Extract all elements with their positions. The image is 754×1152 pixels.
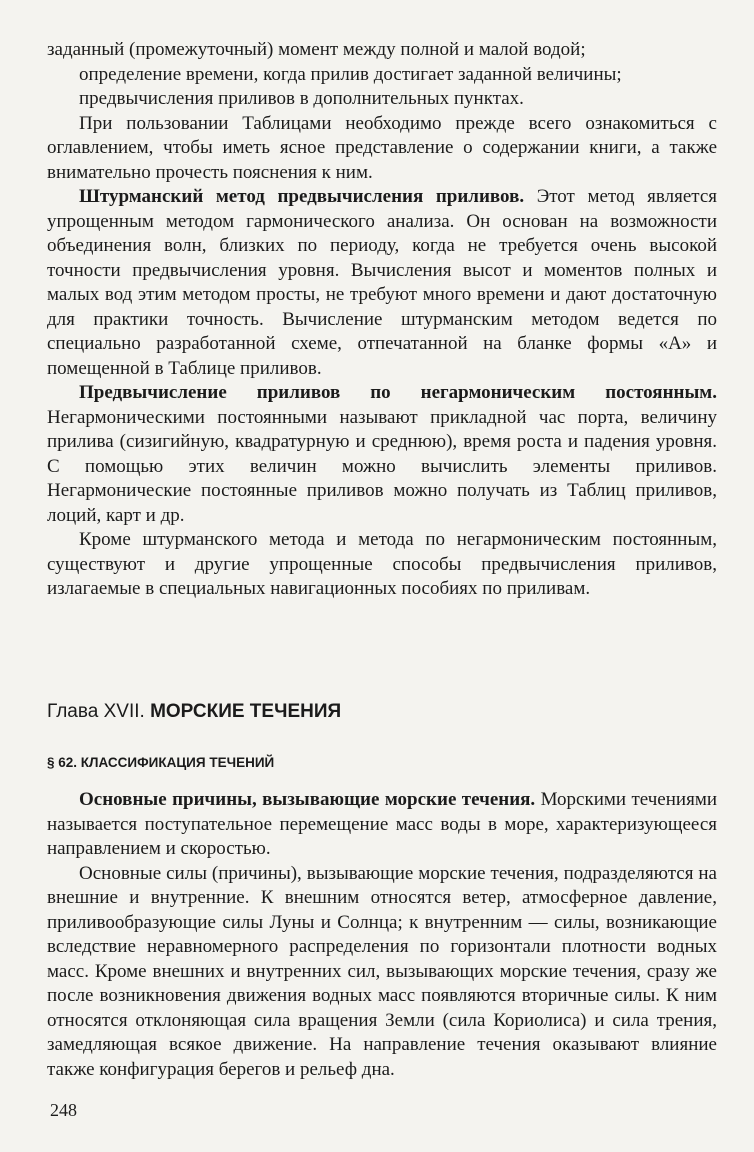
paragraph: Кроме штурманского метода и метода по негармоническим постоянным, существуют и другие упрощенные способы предвычисления приливов, излагаемые в специальных навигационных пособиях по приливам. (47, 529, 717, 599)
paragraph-heading: Предвычисление приливов по негармоническим постоянным. (79, 382, 717, 403)
paragraph-text: Негармоническими постоянными называют прикладной час порта, величину прилива (сизигийную, квадратурную и среднюю), время роста и падения уровня. С помощью этих величин можно вычислить элементы приливов. Негармонические постоянные приливов можно получать из Таблиц приливов, лоций, карт и др. (47, 406, 717, 526)
paragraph: предвычисления приливов в дополнительных пунктах. (79, 88, 524, 109)
paragraph: При пользовании Таблицами необходимо прежде всего ознакомиться с оглавлением, чтобы иметь ясное представление о содержании книги, а также внимательно прочесть пояснения к ним. (47, 112, 717, 183)
chapter-title: МОРСКИЕ ТЕЧЕНИЯ (150, 701, 342, 722)
chapter-block (47, 700, 718, 1080)
paragraph: определение времени, когда прилив достигает заданной величины; (79, 63, 622, 85)
page-number: 248 (50, 1100, 77, 1120)
paragraph (47, 185, 717, 381)
paragraph-text: Этот метод является упрощенным методом гармонического анализа. Он основан на возможности объединения волн, близких по периоду, когда не требуется очень высокой точности предвычисления уровня. Вычисления высот и моментов полных и малых вод этим методом просты, не требуют много времени и дают достаточную для практики точность. Вычисление штурманским методом ведется по специально разработанной схеме, отпечатанной на бланке формы «А» и помещенной в Таблице приливов. (47, 186, 717, 379)
paragraph-heading: Штурманский метод предвычисления приливов. (79, 186, 525, 207)
chapter-label: Глава XVII. (47, 701, 145, 722)
paragraph (47, 788, 717, 862)
paragraph (47, 381, 717, 528)
chapter-heading (47, 700, 717, 724)
paragraph: Основные силы (причины), вызывающие морские течения, подразделяются на внешние и внутренние. К внешним относятся ветер, атмосферное давление, приливообразующие силы Луны и Солнца; к внутренним — силы, возникающие вследствие неравномерного распределения по горизонтали плотности водных масс. Кроме внешних и внутренних сил, вызывающих морские течения, сразу же после возникновения движения водных масс появляются вторичные силы. К ним относятся отклоняющая сила вращения Земли (сила Кориолиса) и сила трения, замедляющая всякое движение. На направление течения оказывают влияние также конфигурация берегов и рельеф дна. (47, 862, 717, 1080)
paragraph-heading: Основные причины, вызывающие морские течения. (79, 789, 536, 810)
paragraph: заданный (промежуточный) момент между полной и малой водой; (47, 39, 586, 60)
section-body (47, 788, 717, 1082)
page-top-text (47, 38, 717, 602)
section-heading: § 62. КЛАССИФИКАЦИЯ ТЕЧЕНИЙ (47, 755, 275, 770)
paragraph-text: Морскими течениями называется поступательное перемещение масс воды в море, характеризующееся направлением и скоростью. (47, 789, 718, 859)
